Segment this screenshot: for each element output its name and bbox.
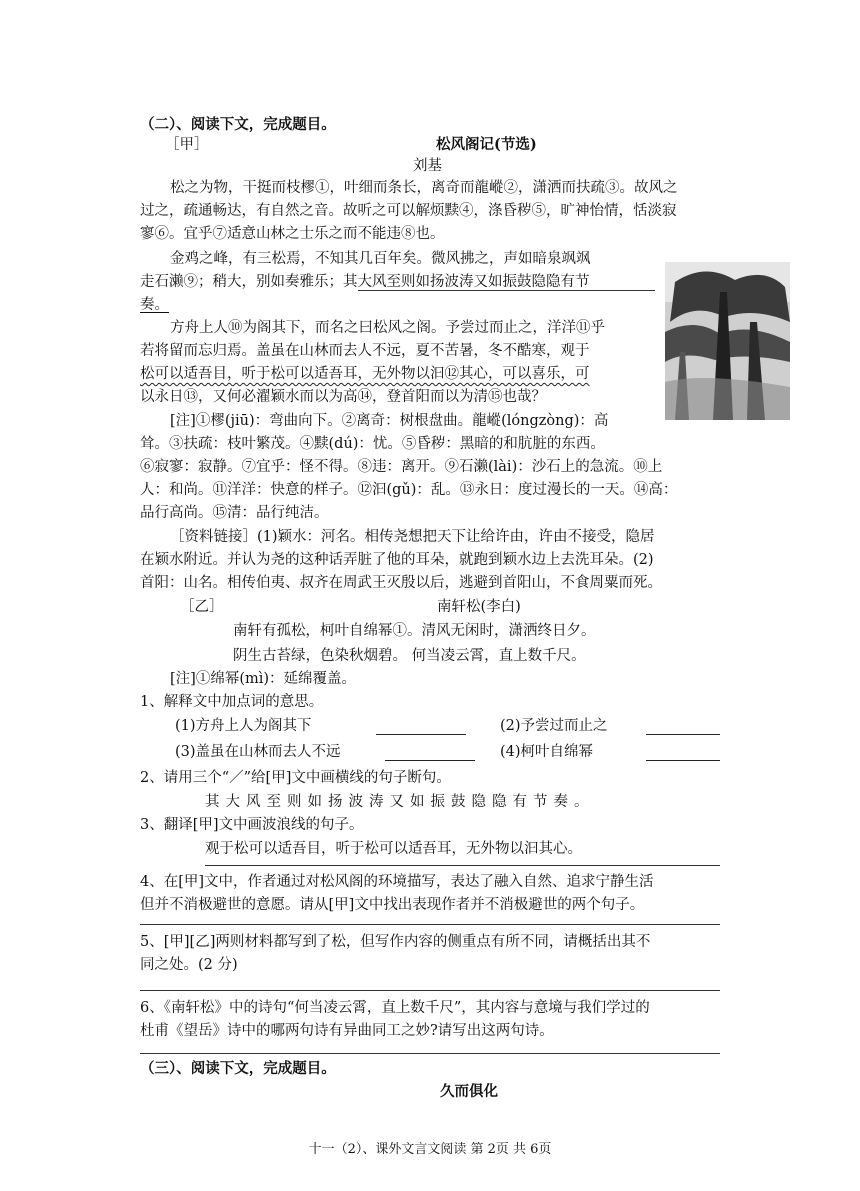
note-line-3: ⑥寂寥：寂静。⑦宜乎：怪不得。⑧违：离开。⑨石濑(lài)：沙石上的急流。⑩上: [140, 459, 663, 475]
q2-sentence[interactable]: 其大风至则如扬波涛又如振鼓隐隐有节奏。: [205, 794, 595, 810]
p3-line-1: 方舟上人⑩为阁其下，而名之曰松风之阁。予尝过而止之，洋洋⑪乎: [170, 320, 605, 336]
note-line-2: 耸。③扶疏：枝叶繁茂。④黩(dú)：忧。⑤昏秽：黑暗的和肮脏的东西。: [140, 436, 605, 452]
underline-sentence: [358, 290, 655, 291]
yi-poem-line-2: 阴生古苔绿，色染秋烟碧。 何当凌云霄，直上数千尺。: [233, 648, 586, 664]
yi-label: ［乙］: [180, 599, 224, 615]
q1-answer-1[interactable]: [376, 734, 466, 735]
q2-prompt: 2、请用三个“／”给[甲]文中画横线的句子断句。: [140, 770, 451, 786]
q4-line-2: 但并不消极避世的意愿。请从[甲]文中找出表现作者并不消极避世的两个句子。: [140, 897, 645, 913]
q5-line-2: 同之处。(2 分): [140, 957, 238, 973]
p3-line-2: 若将留而忘归焉。盖虽在山林而去人不远，夏不苦暑，冬不酷寒，观于: [140, 343, 590, 359]
section2-heading: （二）、阅读下文，完成题目。: [140, 116, 336, 133]
p1-line-2: 过之，疏通畅达，有自然之音。故听之可以解烦黩④，涤昏秽⑤，旷神怡情，恬淡寂: [140, 203, 677, 219]
jia-label: ［甲］: [165, 137, 209, 153]
p1-line-1: 松之为物，干挺而枝樛①，叶细而条长，离奇而龍嵷②，潇洒而扶疏③。故风之: [170, 180, 678, 196]
p2-line-3: 奏。: [140, 297, 169, 313]
pine-tree-image: [665, 262, 790, 420]
q6-line-1: 6、《南轩松》中的诗句“何当凌云霄，直上数千尺”，其内容与意境与我们学过的: [140, 1000, 650, 1016]
yi-poem-line-1: 南轩有孤松，柯叶自绵幂①。清风无闲时，潇洒终日夕。: [233, 623, 596, 639]
section3-heading: （三）、阅读下文，完成题目。: [140, 1060, 336, 1077]
q1-item-4: (4)柯叶自绵幂: [500, 744, 594, 760]
q5-line-1: 5、[甲][乙]两则材料都写到了松，但写作内容的侧重点有所不同，请概括出其不: [140, 934, 651, 950]
link-line-3: 首阳：山名。相传伯夷、叔齐在周武王灭殷以后，逃避到首阳山，不食周粟而死。: [140, 575, 662, 591]
q1-answer-3[interactable]: [385, 760, 475, 761]
q4-answer-line[interactable]: [140, 924, 720, 925]
p2-line-2-text: 走石濑⑨；稍大，别如奏雅乐；其大风至则如扬波涛又如振鼓隐隐有节: [140, 274, 590, 290]
jia-author: 刘基: [413, 158, 442, 174]
p1-line-3: 寥⑥。宜乎⑦适意山林之士乐之而不能违⑧也。: [140, 226, 445, 242]
q1-prompt: 1、解释文中加点词的意思。: [140, 694, 324, 710]
q1-item-2: (2)予尝过而止之: [500, 718, 608, 734]
q4-line-1: 4、在[甲]文中，作者通过对松风阁的环境描写，表达了融入自然、追求宁静生活: [140, 874, 654, 890]
jia-title: 松风阁记(节选): [436, 136, 537, 153]
q3-prompt: 3、翻译[甲]文中画波浪线的句子。: [140, 817, 364, 833]
link-line-2: 在颖水附近。并认为尧的这种话弄脏了他的耳朵，就跑到颖水边上去洗耳朵。(2): [140, 552, 654, 568]
yi-note: [注]①绵幂(mì)：延绵覆盖。: [170, 671, 357, 687]
q1-answer-2[interactable]: [646, 734, 720, 735]
p3-line-3: 松可以适吾目，听于松可以适吾耳，无外物以汩⑫其心，可以喜乐，可: [140, 366, 590, 382]
p3-line-4: 以永日⑬，又何必濯颖水而以为高⑭，登首阳而以为清⑮也哉？: [140, 389, 546, 405]
page-footer: 十一（2）、课外文言文阅读 第 2页 共 6页: [308, 1142, 552, 1157]
note-line-4: 人：和尚。⑪洋洋：快意的样子。⑫汩(gǔ)：乱。⑬永日：度过漫长的一天。⑭高：: [140, 482, 678, 498]
q1-item-1: (1)方舟上人为阁其下: [175, 718, 312, 734]
q1-answer-4[interactable]: [646, 760, 720, 761]
section3-title: 久而俱化: [440, 1083, 498, 1100]
q6-line-2: 杜甫《望岳》诗中的哪两句诗有异曲同工之妙?请写出这两句诗。: [140, 1023, 554, 1039]
q3-sentence: 观于松可以适吾目，听于松可以适吾耳，无外物以汩其心。: [205, 841, 582, 857]
yi-title: 南轩松(李白): [437, 599, 521, 615]
q6-answer-line[interactable]: [140, 1053, 720, 1054]
p2-line-1: 金鸡之峰，有三松焉，不知其几百年矣。微风拂之，声如暗泉飒飒: [170, 251, 591, 267]
note-line-1: [注]①樛(jiū)：弯曲向下。②离奇：树根盘曲。龍嵷(lóngzòng)：高: [170, 413, 609, 429]
pine-tree-photo: [665, 262, 790, 420]
q3-answer-line[interactable]: [205, 865, 720, 866]
q1-item-3: (3)盖虽在山林而去人不远: [175, 744, 341, 760]
link-line-1: ［资料链接］(1)颖水：河名。相传尧想把天下让给许由，许由不接受，隐居: [170, 529, 655, 545]
note-line-5: 品行高尚。⑮清：品行纯洁。: [140, 505, 329, 521]
q5-answer-line[interactable]: [140, 990, 720, 991]
